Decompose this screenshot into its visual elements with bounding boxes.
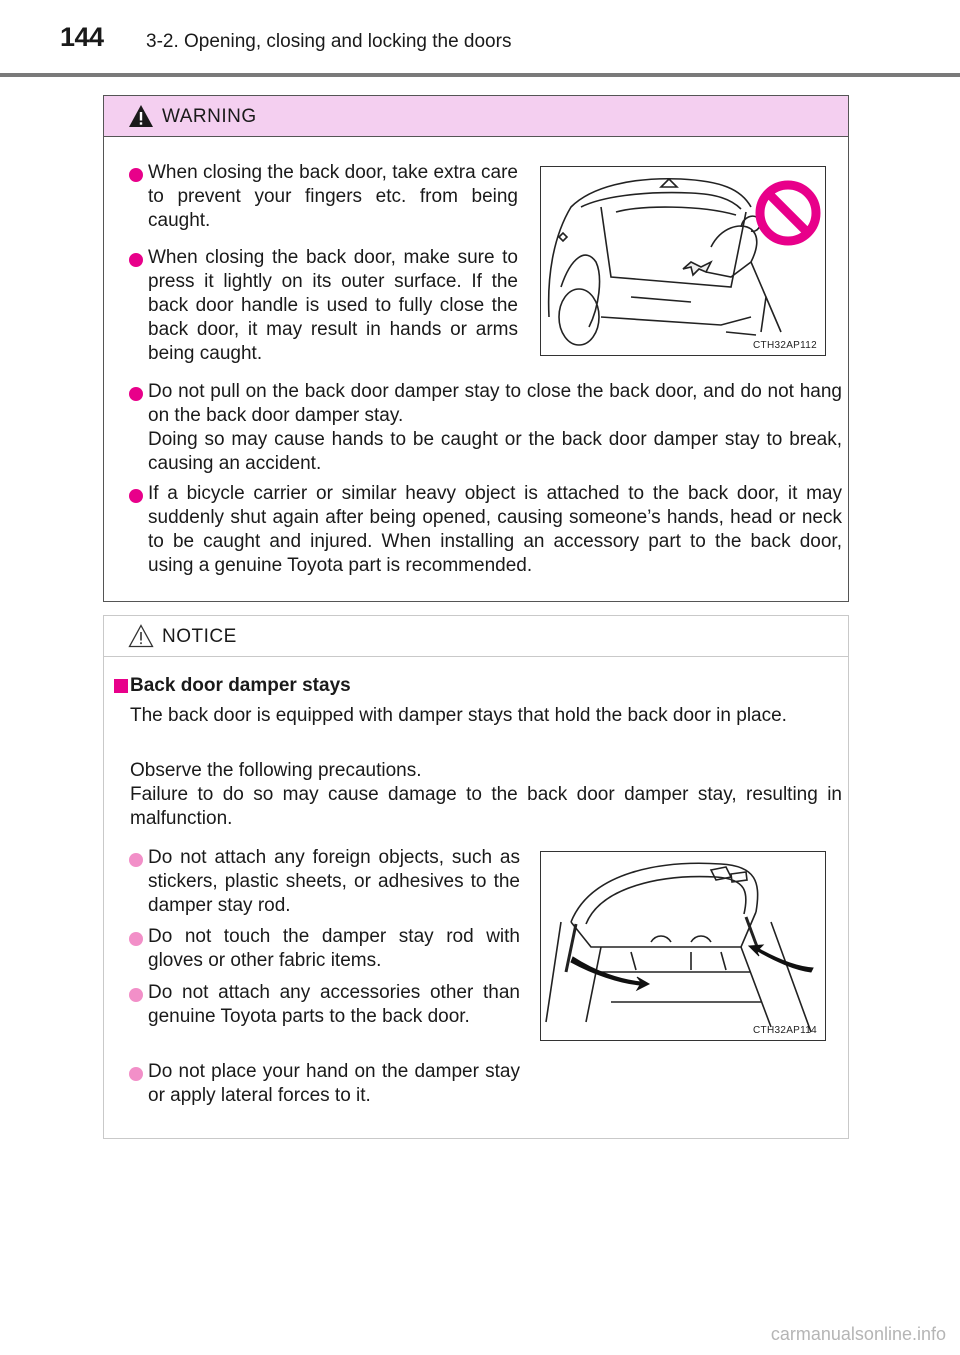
notice-box [103, 615, 849, 1139]
page-header [0, 0, 960, 80]
warning-header [104, 96, 848, 137]
caution-triangle-icon [128, 624, 154, 648]
prohibited-icon [755, 180, 821, 246]
notice-bullet-2: Do not touch the damper stay rod with gloves or other fabric items. [148, 926, 520, 971]
open-back-door-illustration [541, 852, 824, 1039]
notice-observe: Observe the following precautions. [130, 760, 422, 781]
figure-code: CTH32AP112 [753, 340, 817, 351]
warning-bullet-3: Do not pull on the back door damper stay to close the back door, and do not hang on the back door damper stay. [148, 381, 842, 426]
notice-header [104, 616, 848, 657]
bullet-icon [129, 988, 143, 1002]
notice-bullet-3: Do not attach any accessories other than genuine Toyota parts to the back door. [148, 982, 520, 1027]
notice-bullet-1: Do not attach any foreign objects, such as stickers, plastic sheets, or adhesives to the damper stay rod. [148, 847, 520, 916]
bullet-icon [129, 932, 143, 946]
warning-bullet-3-extra: Doing so may cause hands to be caught or the back door damper stay to break, causing an accident. [148, 429, 842, 474]
bullet-icon [129, 253, 143, 267]
bullet-icon [129, 1067, 143, 1081]
square-bullet-icon [114, 679, 128, 693]
watermark: carmanualsonline.info [770, 1324, 946, 1344]
page-number: 144 [60, 22, 104, 52]
notice-label: NOTICE [162, 626, 237, 647]
notice-bullet-4: Do not place your hand on the damper stay or apply lateral forces to it. [148, 1061, 520, 1106]
bullet-icon [129, 168, 143, 182]
warning-bullet-1: When closing the back door, take extra care to prevent your fingers etc. from being caught. [148, 162, 518, 231]
bullet-icon [129, 489, 143, 503]
figure-code: CTH32AP114 [753, 1025, 817, 1036]
section-title: 3-2. Opening, closing and locking the doors [146, 31, 512, 52]
header-rule [0, 73, 960, 77]
notice-intro: The back door is equipped with damper stays that hold the back door in place. [130, 705, 787, 726]
warning-label: WARNING [162, 106, 257, 127]
warning-box [103, 95, 849, 602]
warning-bullet-2: When closing the back door, make sure to press it lightly on its outer surface. If the back door handle is used to fully close the back door, it may result in hands or arms being caught. [148, 247, 518, 364]
warning-triangle-icon [128, 104, 154, 128]
damper-stay-figure [540, 851, 826, 1041]
notice-subheading: Back door damper stays [130, 675, 351, 696]
warning-bullet-4: If a bicycle carrier or similar heavy object is attached to the back door, it may suddenly shut again after being opened, causing someone’s hands, head or neck to be caught and injured. When installing an accessory part to the back door, using a genuine Toyota part is recommended. [148, 483, 842, 576]
notice-failure: Failure to do so may cause damage to the back door damper stay, resulting in malfunction. [130, 784, 842, 829]
bullet-icon [129, 853, 143, 867]
bullet-icon [129, 387, 143, 401]
